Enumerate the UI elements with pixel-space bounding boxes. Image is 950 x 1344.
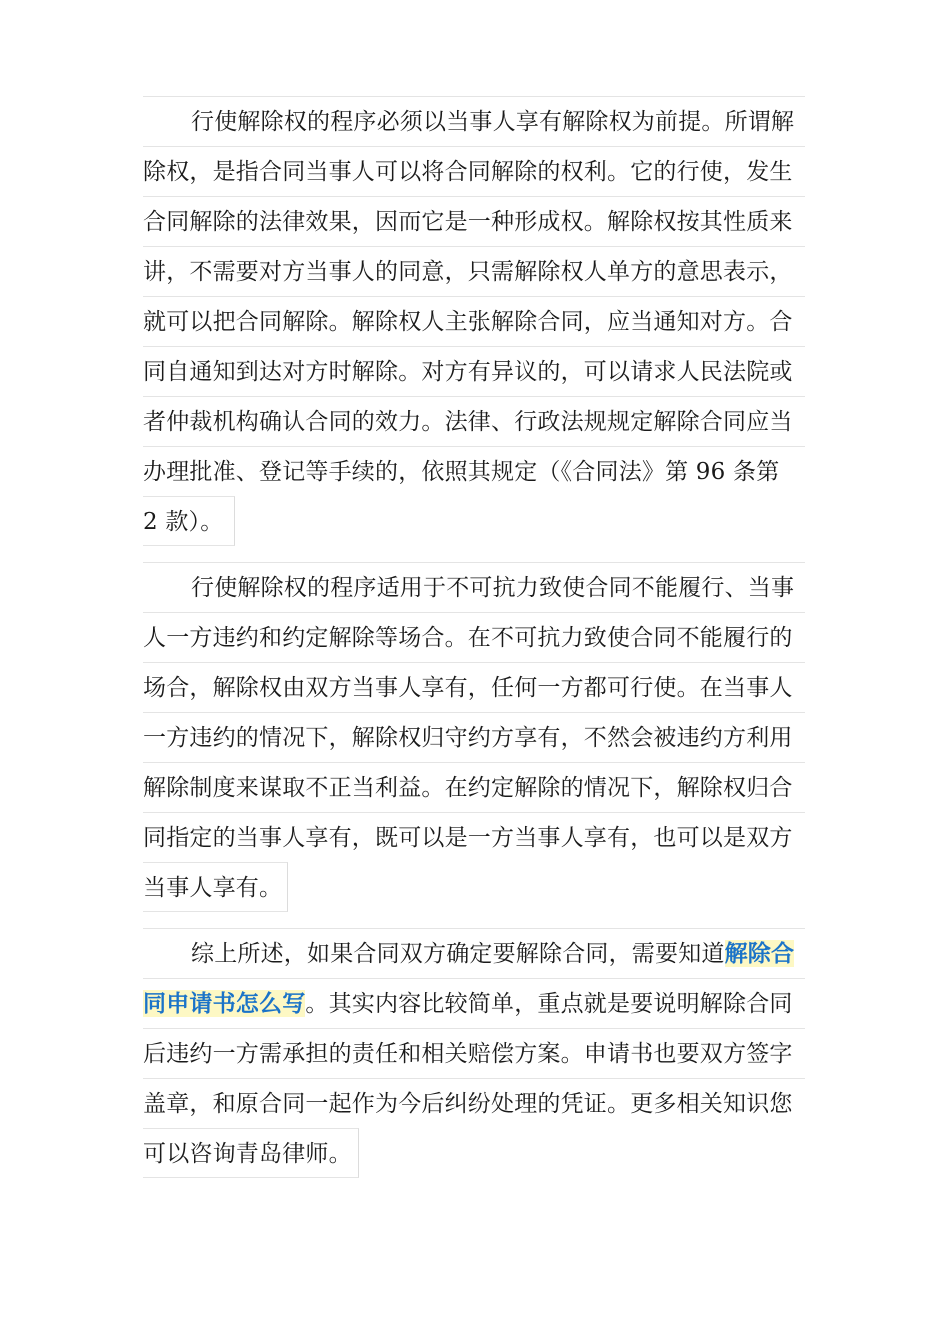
text-span: 。其实内容比较简单，重点就是要说明解除合同 — [305, 991, 793, 1017]
article-link-continued[interactable]: 同申请书怎么写 — [143, 990, 306, 1017]
text-span: 综上所述，如果合同双方确定要解除合同，需要知道 — [191, 941, 725, 967]
text-line: 人一方违约和约定解除等场合。在不可抗力致使合同不能履行的 — [143, 612, 805, 662]
paragraph-1 — [143, 96, 805, 546]
text-line: 可以咨询青岛律师。 — [143, 1128, 359, 1178]
text-line: 一方违约的情况下，解除权归守约方享有，不然会被违约方利用 — [143, 712, 805, 762]
text-line: 行使解除权的程序适用于不可抗力致使合同不能履行、当事 — [143, 562, 805, 612]
paragraph-2 — [143, 562, 805, 912]
text-line: 盖章，和原合同一起作为今后纠纷处理的凭证。更多相关知识您 — [143, 1078, 805, 1128]
text-line: 者仲裁机构确认合同的效力。法律、行政法规规定解除合同应当 — [143, 396, 805, 446]
text-line: 当事人享有。 — [143, 862, 288, 912]
text-line: 行使解除权的程序必须以当事人享有解除权为前提。所谓解 — [143, 96, 805, 146]
text-line: 同自通知到达对方时解除。对方有异议的，可以请求人民法院或 — [143, 346, 805, 396]
text-line: 就可以把合同解除。解除权人主张解除合同，应当通知对方。合 — [143, 296, 805, 346]
text-line: 后违约一方需承担的责任和相关赔偿方案。申请书也要双方签字 — [143, 1028, 805, 1078]
article-link[interactable]: 解除合 — [724, 940, 795, 967]
text-line — [143, 978, 805, 1028]
text-line: 解除制度来谋取不正当利益。在约定解除的情况下，解除权归合 — [143, 762, 805, 812]
text-line: 合同解除的法律效果，因而它是一种形成权。解除权按其性质来 — [143, 196, 805, 246]
text-line: 讲，不需要对方当事人的同意，只需解除权人单方的意思表示， — [143, 246, 805, 296]
text-line — [143, 928, 805, 978]
text-line: 除权，是指合同当事人可以将合同解除的权利。它的行使，发生 — [143, 146, 805, 196]
text-line: 办理批准、登记等手续的，依照其规定（《合同法》第 96 条第 — [143, 446, 805, 496]
text-line: 2 款）。 — [143, 496, 235, 546]
text-line: 同指定的当事人享有，既可以是一方当事人享有，也可以是双方 — [143, 812, 805, 862]
paragraph-3 — [143, 928, 805, 1178]
text-line: 场合，解除权由双方当事人享有，任何一方都可行使。在当事人 — [143, 662, 805, 712]
